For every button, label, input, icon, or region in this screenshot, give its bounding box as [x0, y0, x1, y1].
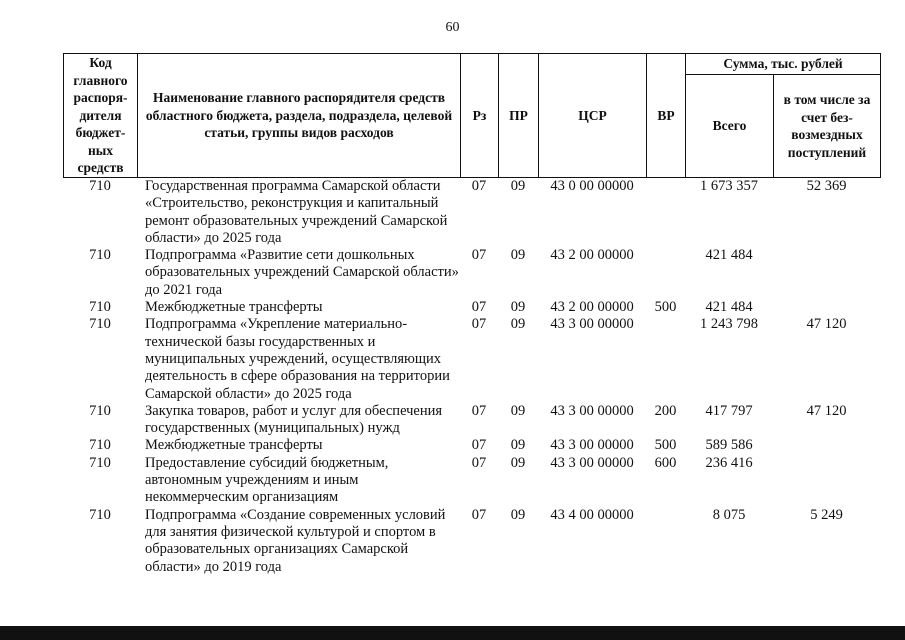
- cell-grant: [773, 247, 880, 299]
- cell-code: 710: [89, 437, 111, 454]
- cell-total: 8 075: [712, 506, 746, 523]
- table-row: [63, 437, 880, 454]
- cell-csr: 43 3 00 00000: [550, 316, 634, 333]
- cell-name: Подпрограмма «Создание современных условий для занятия физической культурой и спортом в образовательных организациях Самарской области» до 2019 года: [145, 506, 446, 575]
- table-row: [63, 403, 880, 438]
- cell-pr: 09: [510, 402, 526, 419]
- cell-name: Предоставление субсидий бюджетным, автономным учреждениям и иным некоммерческим организациям: [145, 454, 389, 506]
- cell-code: 710: [89, 178, 111, 194]
- cell-name: Государственная программа Самарской области «Строительство, реконструкция и капитальный ремонт образовательных учреждений Самарской области» до 2025 года: [145, 178, 448, 246]
- header-rz: Рз: [461, 54, 499, 178]
- cell-grant: 47 120: [806, 402, 847, 419]
- cell-code: 710: [89, 454, 111, 471]
- cell-pr: 09: [510, 316, 526, 333]
- cell-code: 710: [89, 316, 111, 333]
- cell-grant: 47 120: [806, 316, 847, 333]
- header-grant: в том числе за счет без-возмездных поступлений: [774, 75, 881, 178]
- header-total: Всего: [686, 75, 774, 178]
- cell-vr: [646, 178, 685, 247]
- cell-csr: 43 2 00 00000: [550, 247, 634, 264]
- cell-rz: 07: [471, 506, 487, 523]
- table-row: [63, 299, 880, 316]
- cell-grant: [773, 299, 880, 316]
- cell-rz: 07: [471, 437, 487, 454]
- cell-vr: 500: [654, 437, 677, 454]
- cell-rz: 07: [471, 299, 487, 316]
- cell-rz: 07: [471, 402, 487, 419]
- cell-total: 1 243 798: [700, 316, 758, 333]
- cell-name: Межбюджетные трансферты: [145, 437, 323, 454]
- cell-total: 236 416: [705, 454, 753, 471]
- header-code: Код главного распоря-дителя бюджет-ных средств: [64, 54, 138, 178]
- header-vr: ВР: [647, 54, 686, 178]
- cell-csr: 43 3 00 00000: [550, 402, 634, 419]
- header-pr: ПР: [499, 54, 539, 178]
- cell-rz: 07: [471, 178, 487, 194]
- cell-vr: [646, 247, 685, 299]
- cell-pr: 09: [510, 437, 526, 454]
- header-csr: ЦСР: [539, 54, 647, 178]
- table-header: [63, 53, 881, 178]
- cell-rz: 07: [471, 247, 487, 264]
- cell-pr: 09: [510, 299, 526, 316]
- cell-pr: 09: [510, 247, 526, 264]
- table-row: [63, 247, 880, 299]
- header-name: Наименование главного распорядителя средств областного бюджета, раздела, подраздела, целевой статьи, группы видов расходов: [138, 54, 461, 178]
- cell-vr: [646, 316, 685, 402]
- cell-vr: [646, 507, 685, 576]
- cell-total: 417 797: [705, 402, 753, 419]
- data-table: [63, 178, 880, 576]
- cell-rz: 07: [471, 454, 487, 471]
- cell-vr: 500: [654, 299, 677, 316]
- scan-edge-band: [0, 626, 905, 640]
- cell-grant: [773, 437, 880, 454]
- cell-grant: 52 369: [806, 178, 847, 194]
- cell-name: Межбюджетные трансферты: [145, 299, 323, 316]
- cell-csr: 43 4 00 00000: [550, 506, 634, 523]
- table-body: [63, 178, 880, 576]
- table-row: [63, 455, 880, 507]
- table-row: [63, 507, 880, 576]
- cell-total: 1 673 357: [700, 178, 758, 194]
- cell-csr: 43 0 00 00000: [550, 178, 634, 194]
- cell-vr: 200: [654, 402, 677, 419]
- cell-code: 710: [89, 506, 111, 523]
- cell-name: Подпрограмма «Укрепление материально-технической базы государственных и муниципальных учреждений, осуществляющих деятельность в сфере образования на территории Самарской области» до 2025 года: [145, 316, 450, 402]
- cell-total: 589 586: [705, 437, 753, 454]
- cell-csr: 43 3 00 00000: [550, 437, 634, 454]
- cell-pr: 09: [510, 454, 526, 471]
- cell-rz: 07: [471, 316, 487, 333]
- cell-total: 421 484: [705, 299, 753, 316]
- cell-code: 710: [89, 299, 111, 316]
- cell-grant: 5 249: [810, 506, 843, 523]
- cell-pr: 09: [510, 178, 526, 194]
- cell-code: 710: [89, 247, 111, 264]
- table-row: [63, 178, 880, 247]
- table-row: [63, 316, 880, 402]
- header-sum: Сумма, тыс. рублей: [686, 54, 881, 75]
- cell-csr: 43 3 00 00000: [550, 454, 634, 471]
- cell-code: 710: [89, 402, 111, 419]
- cell-name: Подпрограмма «Развитие сети дошкольных образовательных учреждений Самарской области» до 2021 года: [145, 247, 459, 298]
- cell-csr: 43 2 00 00000: [550, 299, 634, 316]
- cell-grant: [773, 455, 880, 507]
- page-number: 60: [445, 20, 460, 35]
- cell-total: 421 484: [705, 247, 753, 264]
- cell-name: Закупка товаров, работ и услуг для обеспечения государственных (муниципальных) нужд: [145, 402, 443, 437]
- cell-vr: 600: [654, 454, 677, 471]
- cell-pr: 09: [510, 506, 526, 523]
